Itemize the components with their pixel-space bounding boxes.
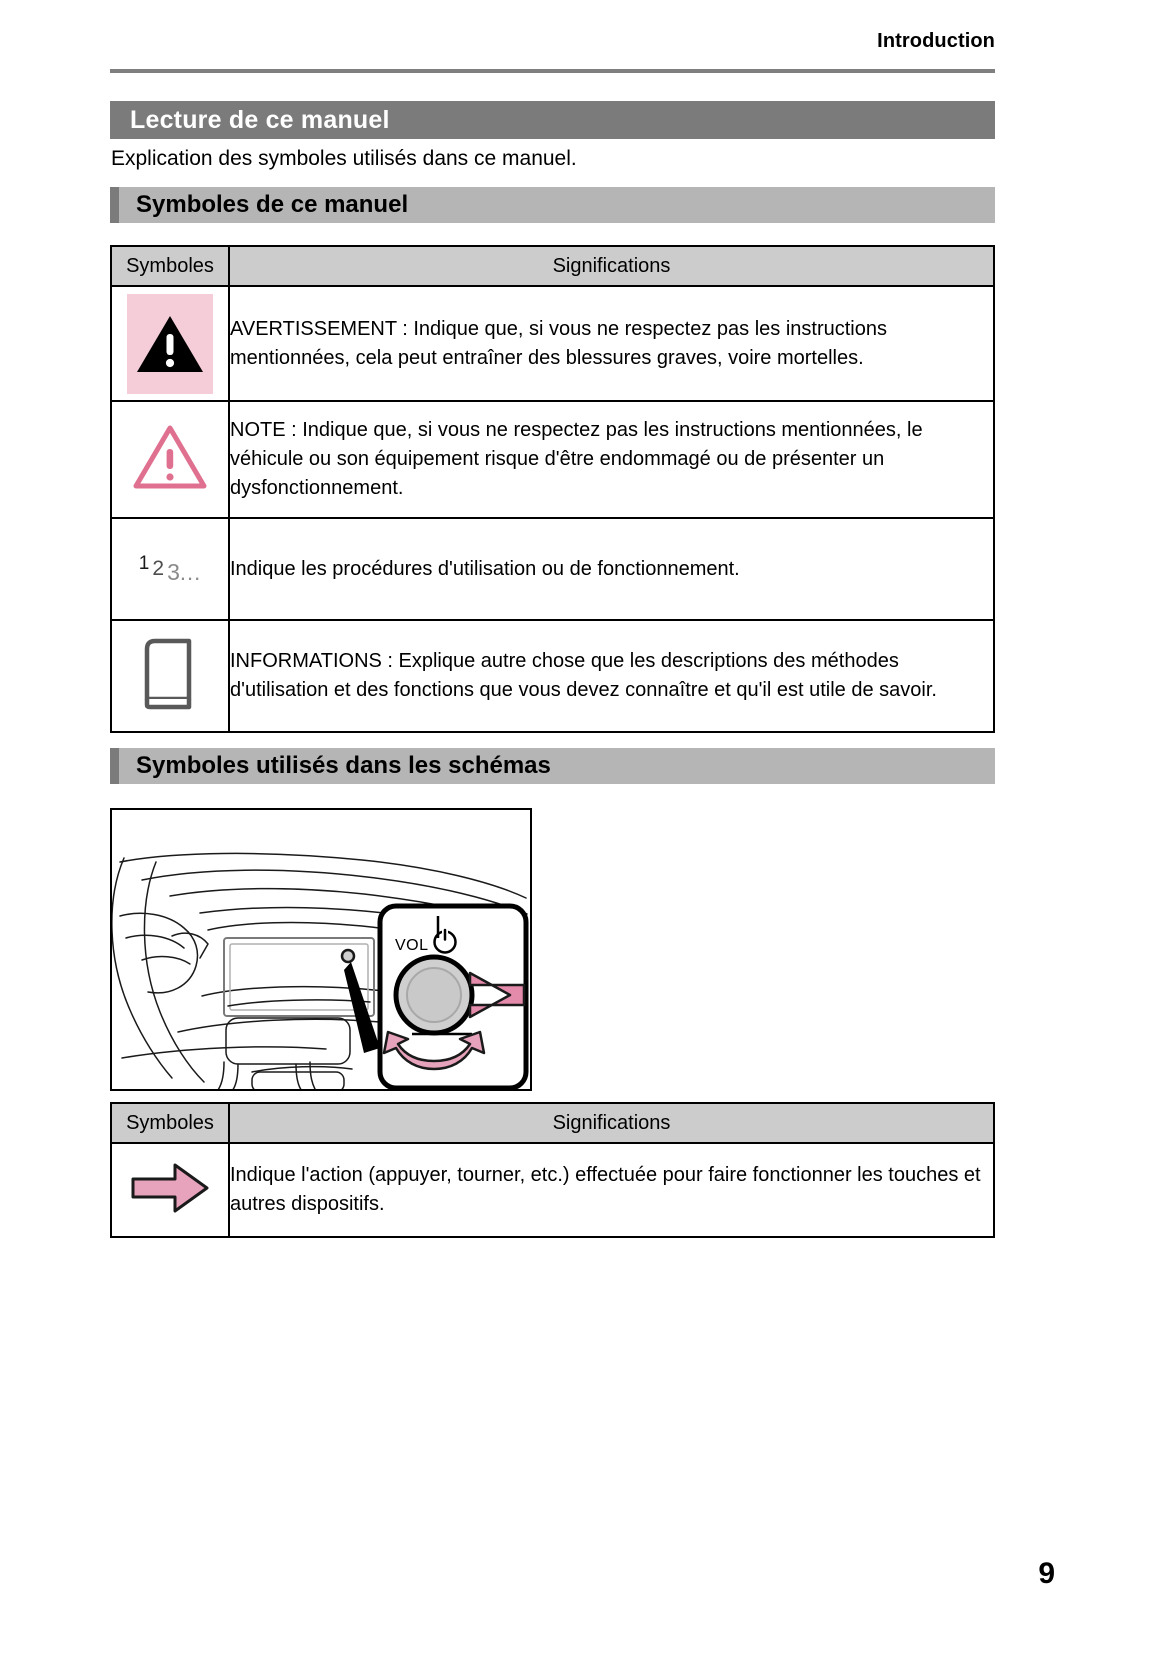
step-ellipsis: ... (179, 560, 202, 585)
symbol-cell (111, 518, 229, 620)
manual-symbols-table (110, 245, 995, 733)
section-accent-tab (110, 187, 119, 223)
meaning-cell: AVERTISSEMENT : Indique que, si vous ne respectez pas les instructions mentionnées, cela peut entraîner des blessures graves, voire mortelles. (229, 286, 994, 401)
column-header-symboles: Symboles (111, 246, 229, 286)
numbered-steps-icon (139, 554, 201, 584)
column-header-significations: Significations (229, 1103, 994, 1143)
meaning-cell: NOTE : Indique que, si vous ne respectez pas les instructions mentionnées, le véhicule ou son équipement risque d'être endommagé ou de présenter un dysfonctionnement. (229, 401, 994, 518)
symbol-cell (111, 1143, 229, 1237)
intro-paragraph: Explication des symboles utilisés dans ce manuel. (111, 147, 577, 170)
header-rule (110, 69, 995, 73)
dashboard-diagram (110, 808, 532, 1091)
meaning-cell: Indique l'action (appuyer, tourner, etc.) effectuée pour faire fonctionner les touches et autres dispositifs. (229, 1143, 994, 1237)
symbol-cell (111, 401, 229, 518)
meaning-cell: INFORMATIONS : Explique autre chose que les descriptions des méthodes d'utilisation et des fonctions que vous devez connaître et qu'il est utile de savoir. (229, 620, 994, 732)
page-number: 9 (1038, 1557, 1055, 1590)
book-icon (139, 700, 201, 717)
warning-triangle-icon (127, 294, 213, 394)
table-row (111, 401, 994, 518)
table-row (111, 1143, 994, 1237)
section-heading-symboles-de-ce-manuel (110, 187, 995, 223)
step-number-3: 3 (167, 559, 180, 585)
note-triangle-icon (132, 478, 208, 495)
step-number-2: 2 (152, 557, 165, 580)
section-accent-tab (110, 748, 119, 784)
table-row (111, 620, 994, 732)
section-heading-symboles-utilises-dans-les-schemas (110, 748, 995, 784)
symbol-cell (111, 620, 229, 732)
diagram-symbols-table (110, 1102, 995, 1238)
chapter-title: Lecture de ce manuel (130, 105, 390, 134)
table-row (111, 518, 994, 620)
column-header-symboles: Symboles (111, 1103, 229, 1143)
symbol-cell (111, 286, 229, 401)
table-header-row (111, 246, 994, 286)
running-header: Introduction (877, 30, 995, 52)
svg-text:VOL: VOL (395, 937, 429, 954)
table-row (111, 286, 994, 401)
column-header-significations: Significations (229, 246, 994, 286)
section-heading-label: Symboles utilisés dans les schémas (136, 752, 551, 779)
meaning-cell: Indique les procédures d'utilisation ou de fonctionnement. (229, 518, 994, 620)
table-header-row (111, 1103, 994, 1143)
section-heading-label: Symboles de ce manuel (136, 191, 409, 218)
action-arrow-icon (129, 1202, 211, 1219)
chapter-title-bar (110, 101, 995, 139)
step-number-1: 1 (138, 553, 150, 574)
